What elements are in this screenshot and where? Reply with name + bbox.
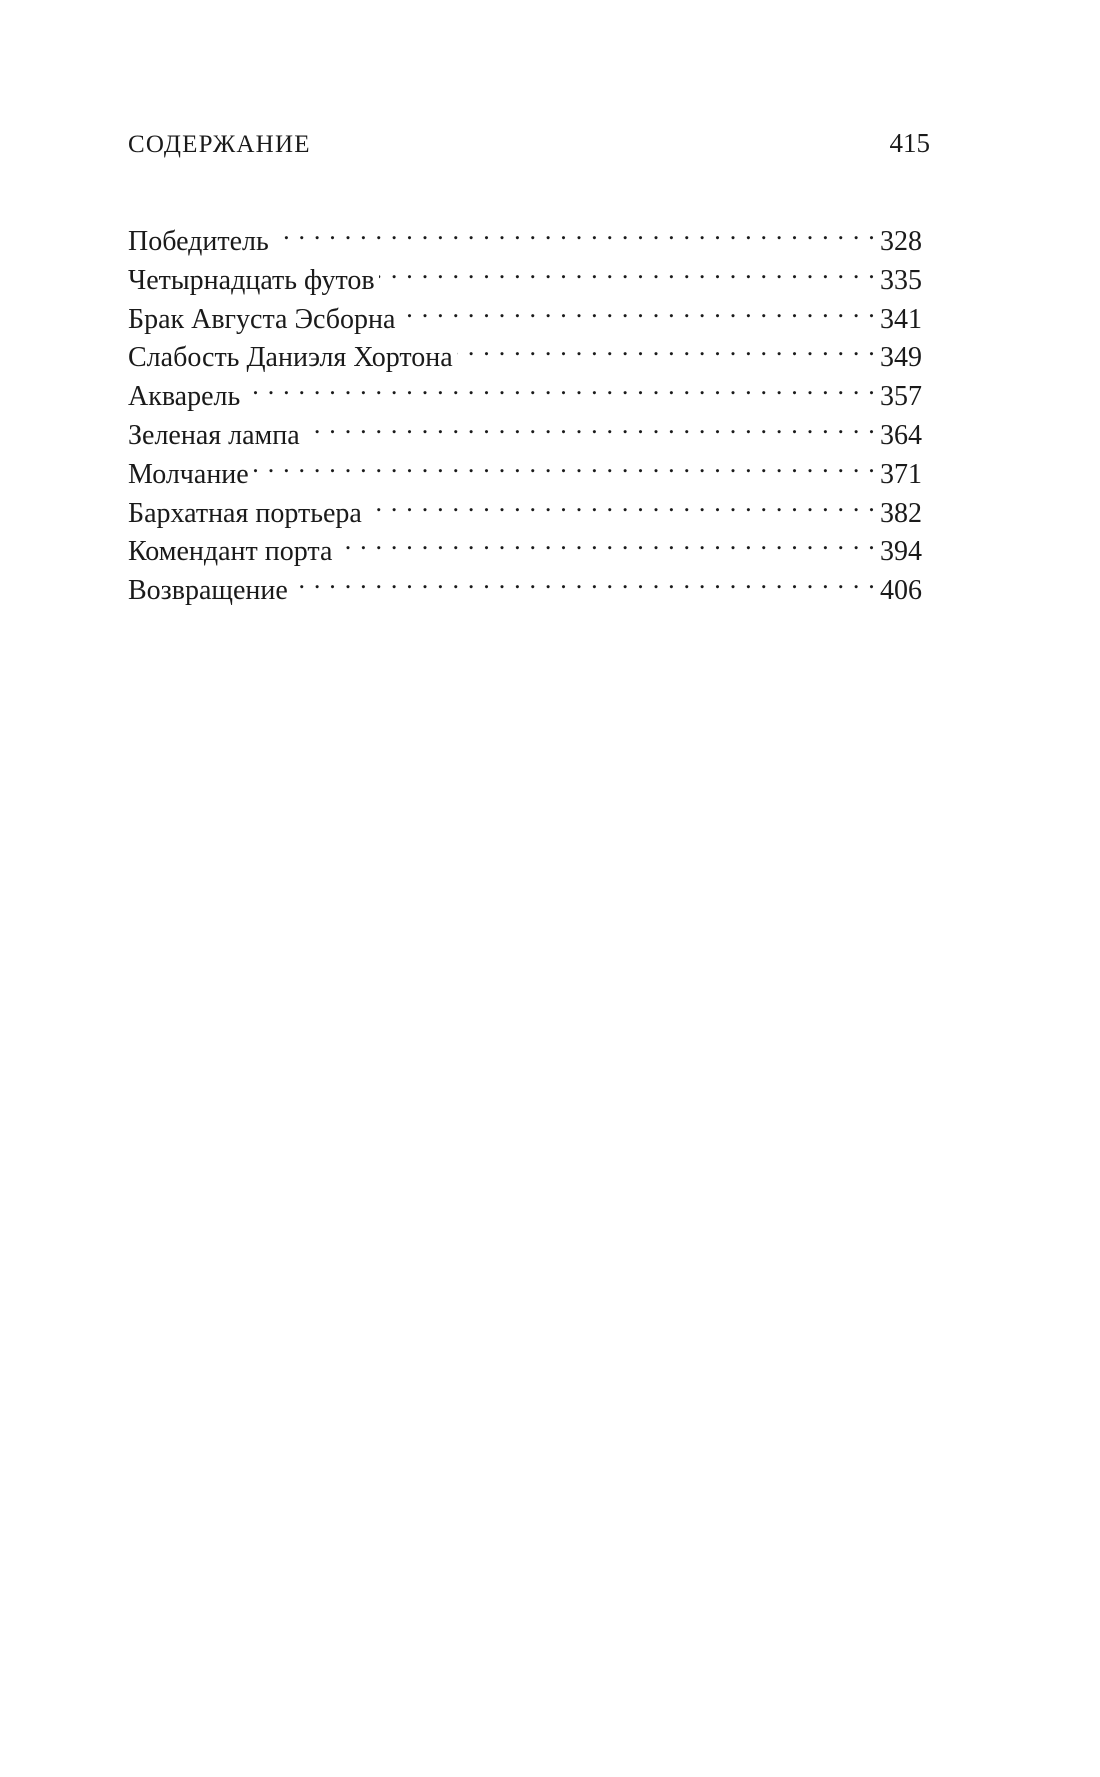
running-title: СОДЕРЖАНИЕ <box>128 131 311 158</box>
toc-entry-page: 349 <box>880 342 922 374</box>
toc-entry-title: Зеленая лампа <box>128 419 300 451</box>
toc-entry-title: Брак Августа Эсборна <box>128 303 396 335</box>
toc-dot-leader <box>399 290 876 328</box>
toc-dot-leader <box>379 251 876 289</box>
toc-dot-leader <box>304 406 876 444</box>
toc-entry <box>128 212 922 257</box>
toc-entry-page: 394 <box>880 536 922 568</box>
toc-entry-page: 341 <box>880 303 922 335</box>
toc-entry-title: Четырнадцать футов <box>128 264 375 296</box>
running-head <box>128 128 930 184</box>
toc-dot-leader <box>253 445 876 483</box>
toc-entry-page: 364 <box>880 419 922 451</box>
table-of-contents <box>128 212 922 607</box>
toc-dot-leader <box>292 561 876 599</box>
toc-dot-leader <box>366 484 876 522</box>
toc-entry-page: 328 <box>880 226 922 257</box>
toc-dot-leader <box>244 367 876 405</box>
toc-entry-page: 406 <box>880 575 922 607</box>
toc-entry-page: 335 <box>880 264 922 296</box>
toc-entry-title: Бархатная портьера <box>128 497 362 529</box>
page-number: 415 <box>889 128 930 158</box>
toc-entry-page: 382 <box>880 497 922 529</box>
toc-entry <box>128 406 922 451</box>
book-page <box>128 128 930 607</box>
toc-dot-leader <box>336 522 876 560</box>
toc-entry-title: Слабость Даниэля Хортона <box>128 342 453 374</box>
toc-entry <box>128 367 922 413</box>
toc-entry-title: Победитель <box>128 226 269 257</box>
toc-entry-title: Возвращение <box>128 575 288 607</box>
toc-entry-page: 371 <box>880 458 922 490</box>
toc-dot-leader <box>273 212 876 250</box>
toc-entry-title: Акварель <box>128 381 241 413</box>
toc-entry-page: 357 <box>880 381 922 413</box>
toc-dot-leader <box>457 328 876 366</box>
toc-entry-title: Молчание <box>128 458 249 490</box>
toc-entry-title: Комендант порта <box>128 536 333 568</box>
